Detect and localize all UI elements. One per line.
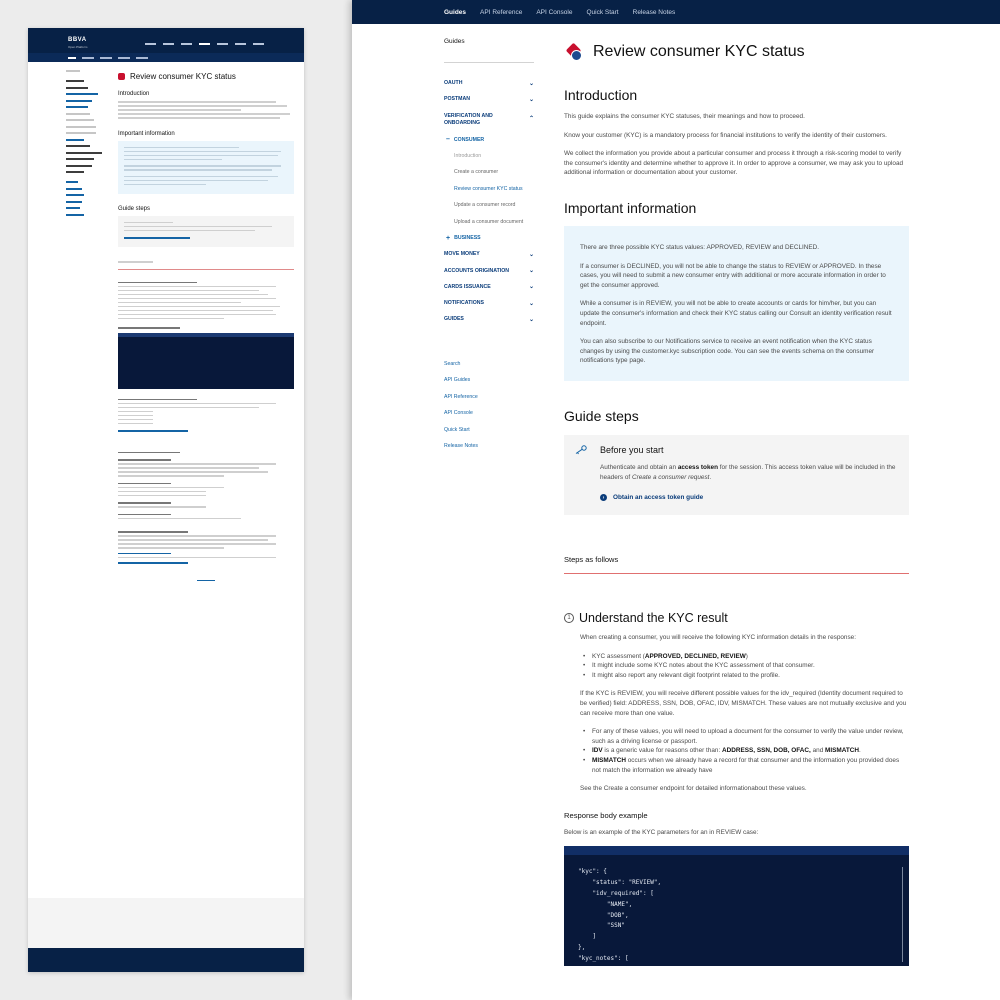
intro-heading: Introduction	[564, 87, 638, 103]
guide-steps-heading: Guide steps	[564, 407, 639, 424]
sidebar-leaf-review-kyc[interactable]: Review consumer KYC status	[454, 185, 523, 192]
thumbnail-subnav	[28, 53, 304, 62]
page-overview-thumbnail	[28, 28, 304, 972]
list-item: • KYC assessment (APPROVED, DECLINED, REVIEW)	[592, 652, 909, 662]
nav-quick-start[interactable]: Quick Start	[586, 8, 619, 16]
step-paragraph: When creating a consumer, you will receive the following KYC information details in the response:	[580, 634, 857, 642]
sidebar-link-api-reference[interactable]: API Reference	[444, 393, 478, 400]
sidebar-link-api-guides[interactable]: API Guides	[444, 377, 471, 384]
response-code-block[interactable]	[564, 846, 909, 966]
thumbnail-title: Review consumer KYC status	[118, 72, 294, 81]
info-paragraph: While a consumer is in REVIEW, you will not be able to create accounts or cards for him/her, but you can update the consumer's information and check their KYC status calling our Consult an identity verification result endpoint.	[580, 300, 892, 327]
response-example-heading: Response body example	[564, 810, 648, 820]
chevron-down-icon: ⌄	[528, 284, 534, 291]
thumbnail-info-box	[118, 141, 294, 194]
important-info-box	[564, 226, 909, 381]
sidebar-link-release-notes[interactable]: Release Notes	[444, 443, 479, 450]
main-content	[564, 24, 909, 966]
sidebar-item-notifications[interactable]	[444, 295, 534, 311]
sidebar-item-move-money[interactable]	[444, 246, 534, 262]
thumbnail-card	[118, 216, 294, 248]
top-navigation	[352, 0, 1000, 24]
sidebar-leaf-upload-document[interactable]: Upload a consumer document	[454, 218, 524, 225]
info-paragraph: You can also subscribe to our Notifications service to receive an event notification when the KYC status changes by using the customer.kyc subscription code. You can see the events schema on the consumer notifications type page.	[580, 338, 875, 365]
chevron-up-icon: ⌃	[528, 116, 534, 123]
nav-guides[interactable]: Guides	[444, 8, 467, 16]
thumbnail-main	[118, 70, 294, 581]
card-link-label: Obtain an access token guide	[613, 494, 704, 502]
thumbnail-topnav	[145, 43, 264, 45]
thumbnail-footer-links	[28, 898, 304, 948]
sidebar-link-search[interactable]: Search	[444, 360, 461, 367]
code-scrollbar[interactable]	[902, 867, 904, 962]
sidebar-item-label: VERIFICATION AND ONBOARDING	[444, 112, 493, 126]
code-content: "kyc": { "status": "REVIEW", "idv_required": [ "NAME", "DOB", "SSN" ] }, "kyc_notes": [	[578, 868, 662, 962]
sidebar-item-label: MOVE MONEY	[444, 251, 480, 258]
sidebar-item-label: OAUTH	[444, 80, 463, 87]
chevron-down-icon: ⌄	[528, 300, 534, 307]
intro-paragraph: Know your customer (KYC) is a mandatory process for financial institutions to verify the identity of their customers.	[564, 131, 887, 139]
nav-release-notes[interactable]: Release Notes	[632, 8, 676, 16]
thumbnail-intro-heading: Introduction	[118, 91, 150, 97]
nav-api-reference[interactable]: API Reference	[480, 8, 523, 16]
info-paragraph: If a consumer is DECLINED, you will not be able to change the status to REVIEW or APPROVED. In these cases, you will need to submit a new consumer entry with additional or more accurate information in order to get the consumer approved.	[580, 262, 886, 289]
sidebar-item-postman[interactable]	[444, 91, 534, 107]
step-number: 1	[564, 613, 574, 623]
info-heading: Important information	[564, 199, 697, 216]
sidebar-leaf-create-consumer[interactable]: Create a consumer	[454, 169, 499, 176]
docs-page	[352, 0, 1000, 1000]
key-icon	[574, 445, 588, 455]
sidebar-item-oauth[interactable]	[444, 75, 534, 91]
sidebar-links	[444, 356, 534, 455]
chevron-down-icon: ⌄	[528, 251, 534, 258]
thumbnail-sidebar	[66, 70, 110, 220]
thumbnail-info-heading: Important information	[118, 130, 175, 137]
kyc-details-list	[580, 652, 909, 681]
sidebar-item-label: GUIDES	[444, 316, 464, 323]
collapse-icon: –	[446, 136, 450, 144]
sidebar-sub-label: BUSINESS	[454, 235, 481, 242]
obtain-token-link[interactable]	[600, 494, 897, 501]
card-text: Authenticate and obtain an access token for the session. This access token value will be included in the headers of Create a consumer request.	[600, 463, 896, 481]
response-example-text: Below is an example of the KYC parameters for an in REVIEW case:	[564, 828, 759, 836]
page-title-text: Review consumer KYC status	[593, 43, 805, 60]
sidebar-item-label: NOTIFICATIONS	[444, 300, 484, 307]
bbva-logo: BBVA Open Platform	[68, 37, 88, 49]
expand-icon: +	[446, 234, 451, 242]
sidebar-item-label: CARDS ISSUANCE	[444, 283, 491, 290]
info-paragraph: There are three possible KYC status values: APPROVED, REVIEW and DECLINED.	[580, 243, 820, 251]
list-item: • IDV is a generic value for reasons other than: ADDRESS, SSN, DOB, OFAC, and MISMATCH.	[592, 746, 909, 756]
thumbnail-footer	[28, 948, 304, 972]
list-item: • MISMATCH occurs when we already have a record for that consumer and the information you provided does not match the information we already have	[592, 756, 909, 775]
kyc-icon	[564, 42, 584, 62]
card-title: Before you start	[600, 444, 664, 455]
before-you-start-card	[564, 435, 909, 515]
thumbnail-guide-heading: Guide steps	[118, 205, 151, 212]
sidebar-item-accounts-origination[interactable]	[444, 262, 534, 278]
sidebar-item-guides[interactable]	[444, 311, 534, 327]
list-item: • For any of these values, you will need to upload a document for the consumer to verify the value under review, such as a driving license or passport.	[592, 727, 909, 746]
sidebar-sub-business[interactable]	[444, 230, 534, 246]
thumbnail-header	[28, 28, 304, 62]
sidebar-divider	[444, 62, 534, 63]
sidebar-link-quick-start[interactable]: Quick Start	[444, 426, 470, 433]
sidebar-item-verification[interactable]	[444, 108, 534, 132]
steps-label: Steps as follows	[564, 555, 909, 574]
list-item: • It might include some KYC notes about the KYC assessment of that consumer.	[592, 661, 909, 671]
sidebar-label: Guides	[444, 38, 465, 45]
sidebar-item-label: POSTMAN	[444, 96, 470, 103]
thumbnail-code-block	[118, 333, 294, 389]
sidebar-item-label: ACCOUNTS ORIGINATION	[444, 267, 510, 274]
chevron-down-icon: ⌄	[528, 268, 534, 275]
chevron-down-icon: ⌄	[528, 316, 534, 323]
guides-sidebar	[444, 24, 534, 455]
step-paragraph: If the KYC is REVIEW, you will receive different possible values for the idv_required (Identity document required to be verified) field: ADDRESS, SSN, DOB, OFAC, IDV, MISMATCH. These values are not mutually exclusive and you can receive more than one value.	[580, 690, 907, 717]
page-title	[564, 42, 909, 62]
sidebar-link-api-console[interactable]: API Console	[444, 410, 473, 417]
sidebar-leaf-introduction[interactable]: Introduction	[454, 152, 482, 159]
sidebar-item-cards-issuance[interactable]	[444, 279, 534, 295]
step-paragraph: See the Create a consumer endpoint for detailed informationabout these values.	[580, 785, 807, 793]
arrow-right-icon: ›	[600, 494, 607, 501]
idv-values-list	[580, 727, 909, 775]
list-item: • It might also report any relevant digit footprint related to the profile.	[592, 671, 909, 681]
step-1-title	[564, 611, 909, 625]
chevron-down-icon: ⌄	[528, 80, 534, 87]
chevron-down-icon: ⌄	[528, 96, 534, 103]
intro-paragraph: This guide explains the consumer KYC statuses, their meanings and how to proceed.	[564, 113, 805, 120]
sidebar-leaf-update-consumer[interactable]: Update a consumer record	[454, 202, 516, 209]
sidebar-sub-consumer[interactable]	[444, 132, 534, 148]
intro-paragraph: We collect the information you provide about a particular consumer and process it through a risk-scoring model to verify the consumer's identity and determine whether to approve it. In order to approve a consumer, we may ask you to upload additional information or documentation about your customer.	[564, 150, 904, 177]
step-1-body	[564, 633, 909, 794]
sidebar-sub-label: CONSUMER	[453, 136, 485, 143]
step-title-text: Understand the KYC result	[579, 611, 728, 626]
nav-api-console[interactable]: API Console	[536, 8, 573, 16]
